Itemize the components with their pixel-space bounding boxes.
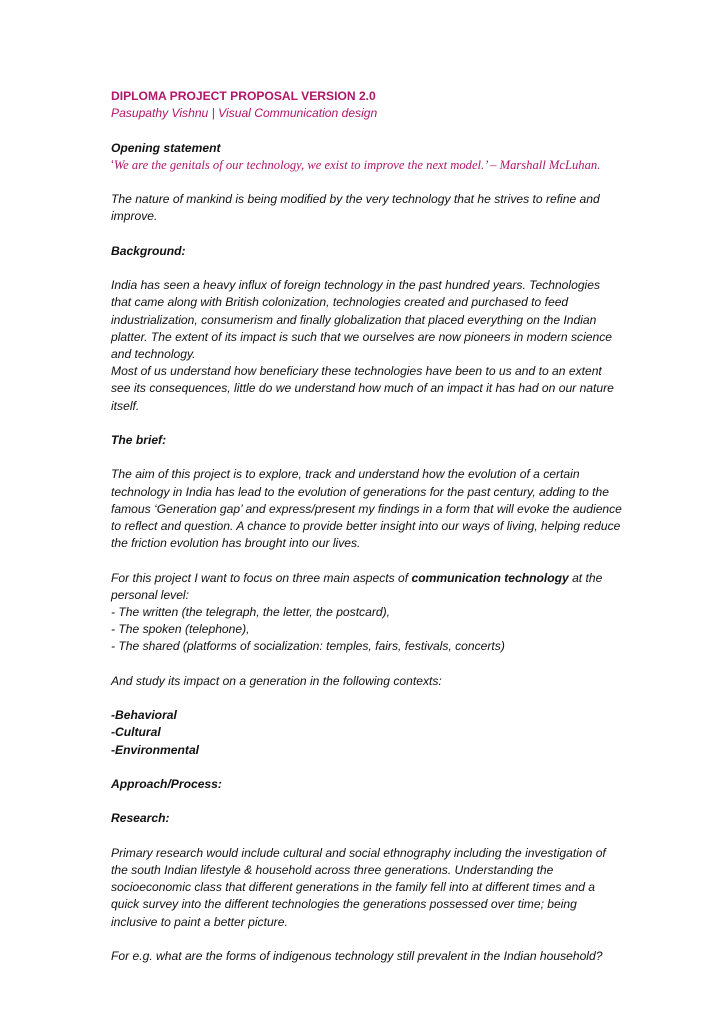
contexts-intro: And study its impact on a generation in the following contexts: — [111, 673, 442, 688]
list-item: - The spoken (telephone), — [111, 622, 250, 637]
background-heading: Background: — [111, 243, 186, 258]
list-item: -Cultural — [111, 725, 161, 740]
brief-focus-paragraph — [111, 570, 623, 604]
spacer — [111, 828, 623, 845]
mcluhan-quote — [111, 157, 623, 174]
spacer — [111, 552, 623, 569]
list-item: -Environmental — [111, 742, 200, 757]
opening-statement-text: The nature of mankind is being modified by the very technology that he strives to refine and improve. — [111, 192, 600, 224]
spacer — [111, 174, 623, 191]
brief-heading: The brief: — [111, 432, 167, 447]
research-heading: Research: — [111, 811, 170, 826]
spacer — [111, 759, 623, 776]
document-page — [111, 84, 623, 965]
document-title: DIPLOMA PROJECT PROPOSAL VERSION 2.0 — [111, 89, 376, 103]
research-paragraph-2: For e.g. what are the forms of indigenous technology still prevalent in the Indian household? — [111, 948, 603, 963]
background-paragraph-2: Most of us understand how beneficiary these technologies have been to us and to an extent see its consequences, little do we understand how much of an impact it has had on our nature itself. — [111, 364, 614, 413]
list-item: -Behavioral — [111, 708, 177, 723]
aspects-list — [111, 604, 623, 656]
spacer — [111, 260, 623, 277]
background-paragraph-1: India has seen a heavy influx of foreign technology in the past hundred years. Technologies that came along with British colonization, technologies created and purchased to feed industrialization, consumerism and finally globalization that placed everything on the Indian platter. The extent of its impact is such that we ourselves are now pioneers in modern science and technology. — [111, 278, 613, 361]
focus-text-before: For this project I want to focus on three main aspects of — [111, 570, 412, 585]
approach-heading: Approach/Process: — [111, 776, 222, 791]
research-paragraph-1: Primary research would include cultural and social ethnography including the investigation of the south Indian lifestyle & household across three generations. Understanding the socioeconomic class that different generations in the family fell into at different times and a quick survey into the different technologies the generations possessed over time; being inclusive to paint a better picture. — [111, 845, 606, 929]
opening-statement-heading: Opening statement — [111, 140, 221, 155]
spacer — [111, 122, 623, 139]
brief-paragraph-1: The aim of this project is to explore, track and understand how the evolution of a certain technology in India has lead to the evolution of generations for the past century, adding to the famous ‘Generation gap’ and express/present my findings in a form that will evoke the audience to reflect and question. A chance to provide better insight into our ways of living, helping reduce the friction evolution has brought into our lives. — [111, 467, 622, 551]
spacer — [111, 449, 623, 466]
focus-text-after: at the personal level: — [111, 570, 603, 602]
list-item: - The shared (platforms of socialization: temples, fairs, festivals, concerts) — [111, 639, 505, 654]
quote-open-mark: ‘ — [111, 157, 114, 172]
focus-text-bold: communication technology — [411, 570, 569, 585]
spacer — [111, 656, 623, 673]
spacer — [111, 793, 623, 810]
spacer — [111, 931, 623, 948]
spacer — [111, 226, 623, 243]
document-subtitle: Pasupathy Vishnu | Visual Communication design — [111, 106, 378, 121]
list-item: - The written (the telegraph, the letter, the postcard), — [111, 604, 390, 619]
quote-text: We are the genitals of our technology, we exist to improve the next model.’ – Marshall McLuhan. — [113, 157, 601, 172]
contexts-list — [111, 707, 623, 759]
spacer — [111, 415, 623, 432]
spacer — [111, 690, 623, 707]
